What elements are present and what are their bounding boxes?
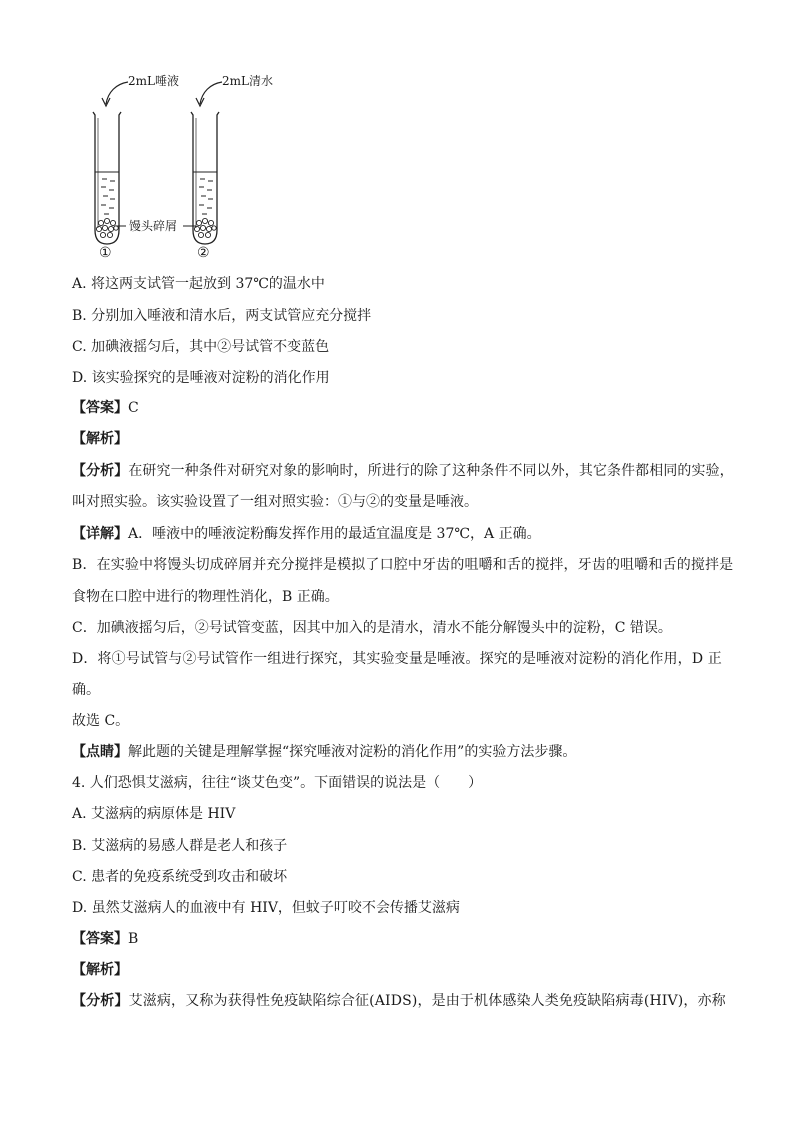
q3-b-line2: 食物在口腔中进行的物理性消化，B 正确。 [72, 589, 339, 605]
tube1-label: 2mL唾液 [128, 74, 179, 88]
test-tube-2 [191, 112, 219, 244]
q4-option-a: A. 艾滋病的病原体是 HIV [72, 806, 236, 822]
q3-dianjing: 【点睛】解此题的关键是理解掌握“探究唾液对淀粉的消化作用”的实验方法步骤。 [72, 744, 577, 760]
fenxi-tag: 【分析】 [72, 463, 129, 479]
answer-value: C [128, 400, 139, 416]
xiangjie-tag: 【详解】 [72, 526, 128, 542]
q3-analysis-title: 【解析】 [72, 431, 128, 447]
q3-c-line: C．加碘液摇匀后，②号试管变蓝，因其中加入的是清水，清水不能分解馒头中的淀粉，C 错误。 [72, 620, 672, 636]
test-tube-figure [80, 66, 273, 266]
q4-option-c: C. 患者的免疫系统受到攻击和破坏 [72, 869, 288, 885]
q3-option-c: C. 加碘液摇匀后，其中②号试管不变蓝色 [72, 339, 330, 355]
q3-xiangjie-line1: 【详解】A．唾液中的唾液淀粉酶发挥作用的最适宜温度是 37℃，A 正确。 [72, 526, 541, 542]
tube1-number: ① [99, 245, 112, 261]
q4-answer [72, 929, 138, 949]
q4-option-b: B. 艾滋病的易感人群是老人和孩子 [72, 838, 288, 854]
q3-d-line2: 确。 [72, 682, 100, 698]
answer-value: B [128, 931, 139, 947]
fenxi-tag: 【分析】 [72, 993, 129, 1009]
q3-choose: 故选 C。 [72, 713, 130, 729]
dianjing-tag: 【点睛】 [72, 744, 128, 760]
q3-b-line1: B．在实验中将馒头切成碎屑并充分搅拌是模拟了口腔中牙齿的咀嚼和舌的搅拌，牙齿的咀嚼和舌的搅拌是 [72, 557, 734, 573]
q4-fenxi-line1: 【分析】艾滋病，又称为获得性免疫缺陷综合征(AIDS)，是由于机体感染人类免疫缺陷病毒(HIV)，亦称 [72, 993, 726, 1009]
q4-analysis-title: 【解析】 [72, 962, 128, 978]
test-tube-1 [93, 112, 121, 244]
q3-d-line1: D．将①号试管与②号试管作一组进行探究，其实验变量是唾液。探究的是唾液对淀粉的消化作用，D 正 [72, 651, 722, 667]
answer-tag: 【答案】 [72, 931, 128, 947]
tube2-number: ② [197, 245, 210, 261]
tube2-label: 2mL清水 [222, 74, 273, 88]
q3-fenxi-line1: 【分析】在研究一种条件对研究对象的影响时，所进行的除了这种条件不同以外，其它条件都相同的实验， [72, 463, 734, 479]
bread-crumbs-label: 馒头碎屑 [129, 219, 178, 233]
q3-option-b: B. 分别加入唾液和清水后，两支试管应充分搅拌 [72, 308, 372, 324]
q3-option-a: A. 将这两支试管一起放到 37℃的温水中 [72, 276, 325, 292]
q3-answer [72, 398, 139, 418]
answer-tag: 【答案】 [72, 400, 128, 416]
test-tubes-drawing [80, 66, 260, 266]
q3-fenxi-line2: 叫对照实验。该实验设置了一组对照实验：①与②的变量是唾液。 [72, 494, 478, 510]
q3-option-d: D. 该实验探究的是唾液对淀粉的消化作用 [72, 370, 330, 386]
q4-option-d: D. 虽然艾滋病人的血液中有 HIV，但蚊子叮咬不会传播艾滋病 [72, 900, 460, 916]
q4-stem: 4. 人们恐惧艾滋病，往往“谈艾色变”。下面错误的说法是（ ） [72, 775, 483, 791]
